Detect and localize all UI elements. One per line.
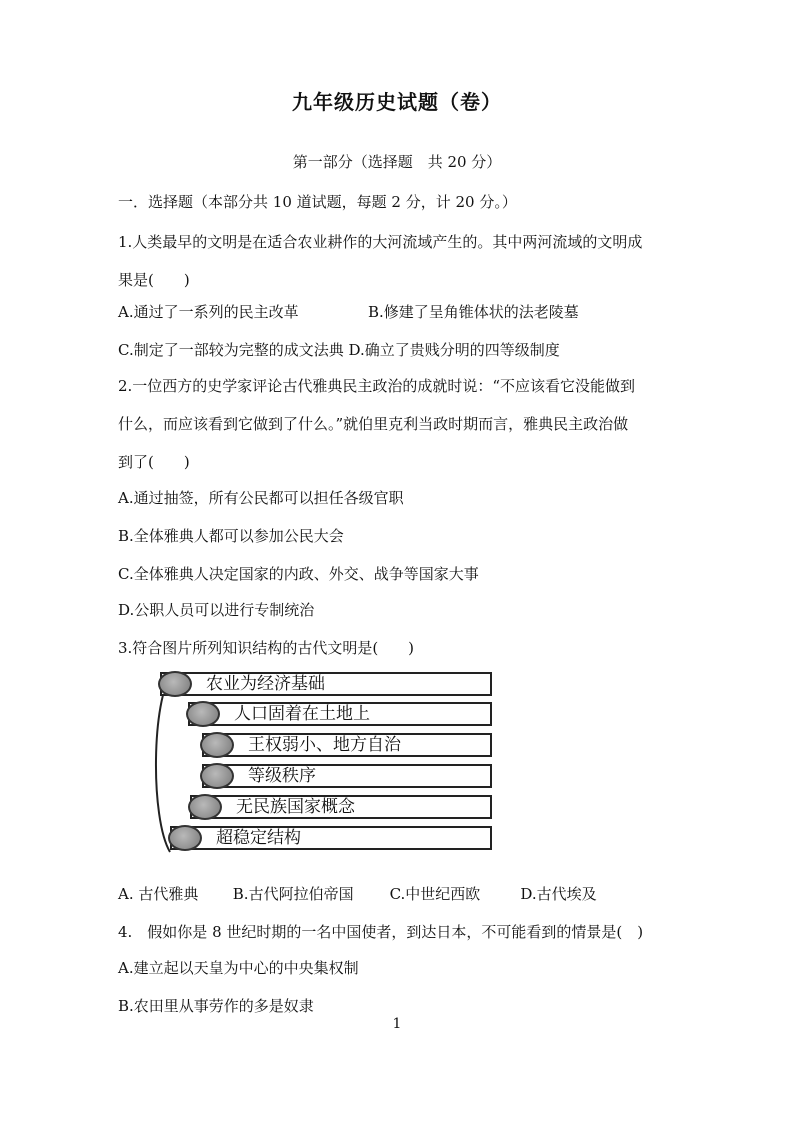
q3-stem: 3.符合图片所列知识结构的古代文明是( ) bbox=[118, 639, 415, 657]
q2-option-b: B.全体雅典人都可以参加公民大会 bbox=[118, 527, 344, 545]
q4-option-b: B.农田里从事劳作的多是奴隶 bbox=[118, 997, 314, 1015]
q1-stem-line1: 1.人类最早的文明是在适合农业耕作的大河流域产生的。其中两河流域的文明成 bbox=[118, 233, 643, 251]
diagram-item-5: 无民族国家概念 bbox=[190, 795, 492, 819]
diagram-bullet-6-icon bbox=[168, 825, 202, 851]
q2-stem-line2: 什么，而应该看到它做到了什么。”就伯里克利当政时期而言，雅典民主政治做 bbox=[118, 415, 629, 433]
diagram-item-6: 超稳定结构 bbox=[170, 826, 492, 850]
q1-stem-line2: 果是( ) bbox=[118, 271, 190, 289]
diagram-item-2: 人口固着在土地上 bbox=[188, 702, 492, 726]
q3-option-b: B.古代阿拉伯帝国 bbox=[232, 885, 354, 903]
knowledge-structure-diagram bbox=[150, 668, 500, 858]
q3-option-c: C.中世纪西欧 bbox=[389, 885, 481, 903]
q4-option-a: A.建立起以天皇为中心的中央集权制 bbox=[118, 959, 359, 977]
q3-option-d: D.古代埃及 bbox=[520, 885, 597, 903]
diagram-bullet-4-icon bbox=[200, 763, 234, 789]
part-heading: 第一部分（选择题 共 20 分） bbox=[292, 153, 502, 171]
q3-option-a: A. 古代雅典 bbox=[118, 885, 199, 903]
diagram-item-1: 农业为经济基础 bbox=[160, 672, 492, 696]
diagram-bullet-5-icon bbox=[188, 794, 222, 820]
q1-option-a: A.通过了一系列的民主改革 bbox=[118, 303, 299, 321]
q2-option-d: D.公职人员可以进行专制统治 bbox=[118, 601, 315, 619]
q4-stem: 4. 假如你是 8 世纪时期的一名中国使者，到达日本，不可能看到的情景是( ) bbox=[118, 923, 644, 941]
q1-options-ab bbox=[118, 302, 682, 322]
diagram-bullet-2-icon bbox=[186, 701, 220, 727]
q2-stem-line1: 2.一位西方的史学家评论古代雅典民主政治的成就时说：“不应该看它没能做到 bbox=[118, 377, 635, 395]
q1-options-cd: C.制定了一部较为完整的成文法典 D.确立了贵贱分明的四等级制度 bbox=[118, 341, 560, 359]
q1-option-b: B.修建了呈角锥体状的法老陵墓 bbox=[368, 303, 579, 321]
diagram-item-4: 等级秩序 bbox=[202, 764, 492, 788]
diagram-bullet-1-icon bbox=[158, 671, 192, 697]
diagram-bullet-3-icon bbox=[200, 732, 234, 758]
page-number: 1 bbox=[392, 1016, 402, 1032]
q2-option-c: C.全体雅典人决定国家的内政、外交、战争等国家大事 bbox=[118, 565, 479, 583]
section-heading: 一．选择题（本部分共 10 道试题，每题 2 分，计 20 分。） bbox=[118, 193, 517, 211]
q2-option-a: A.通过抽签，所有公民都可以担任各级官职 bbox=[118, 489, 404, 507]
diagram-item-3: 王权弱小、地方自治 bbox=[202, 733, 492, 757]
q2-stem-line3: 到了( ) bbox=[118, 453, 190, 471]
page-title: 九年级历史试题（卷） bbox=[292, 90, 502, 114]
q3-options bbox=[118, 884, 682, 904]
